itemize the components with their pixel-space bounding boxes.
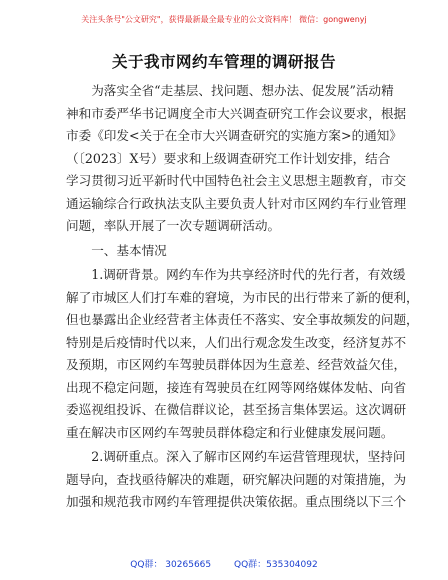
footer-contacts <box>0 557 448 570</box>
body-line: 但也暴露出企业经营者主体责任不落实、安全事故频发的问题， <box>66 312 419 327</box>
body-line: 2.调研重点。深入了解市区网约车运营管理现状，坚持问 <box>66 449 406 464</box>
body-line: 加强和规范我市网约车管理提供决策依据。重点围绕以下三个 <box>66 494 407 509</box>
body-line: 为落实全省“走基层、找问题、想办法、促发展”活动精 <box>66 83 394 98</box>
body-line: 学习贯彻习近平新时代中国特色社会主义思想主题教育，市交 <box>66 173 407 188</box>
body-line: 特别是后疫情时代以来，人们出行观念发生改变，经济复苏不 <box>66 334 407 350</box>
body-line: 市委《印发<关于在全市大兴调查研究的实施方案>的通知》 <box>66 128 402 143</box>
header-banner: 关注头条号"公文研究"，获得最新最全最专业的公文资料库！ 微信：gongwenyj <box>81 15 367 24</box>
body-line: 及预期，市区网约车驾驶员群体因为生意差、经营效益欠佳， <box>66 357 407 372</box>
body-line: 题导向，查找亟待解决的难题，研究解决问题的对策措施，为 <box>66 471 407 487</box>
body-line: 问题，率队开展了一次专题调研活动。 <box>66 218 281 233</box>
body-line: 委巡视组投诉、在微信群议论，甚至扬言集体罢运。这次调研 <box>66 402 407 417</box>
body-line: （〔2023〕X号）要求和上级调查研究工作计划安排，结合 <box>66 150 391 166</box>
footer-qq-group-1: QQ群： 30265665 <box>130 560 212 570</box>
body-line: 解了市城区人们打车难的窘境，为市民的出行带来了新的便利， <box>66 289 419 305</box>
document-title: 关于我市网约车管理的调研报告 <box>111 52 336 71</box>
body-line: 出现不稳定问题，接连有驾驶员在红网等网络媒体发帖、向省 <box>66 379 407 395</box>
body-line: 1.调研背景。网约车作为共享经济时代的先行者，有效缓 <box>66 267 406 282</box>
footer-qq-group-2: QQ群：535304092 <box>234 560 318 570</box>
body-line: 通运输综合行政执法支队主要负责人针对市区网约车行业管理 <box>66 195 407 211</box>
document-body <box>66 80 419 514</box>
section-heading: 一、基本情况 <box>66 242 167 258</box>
body-line: 重在解决市区网约车驾驶员群体稳定和行业健康发展问题。 <box>66 424 394 440</box>
body-line: 神和市委严华书记调度全市大兴调查研究工作会议要求，根据 <box>66 105 407 121</box>
